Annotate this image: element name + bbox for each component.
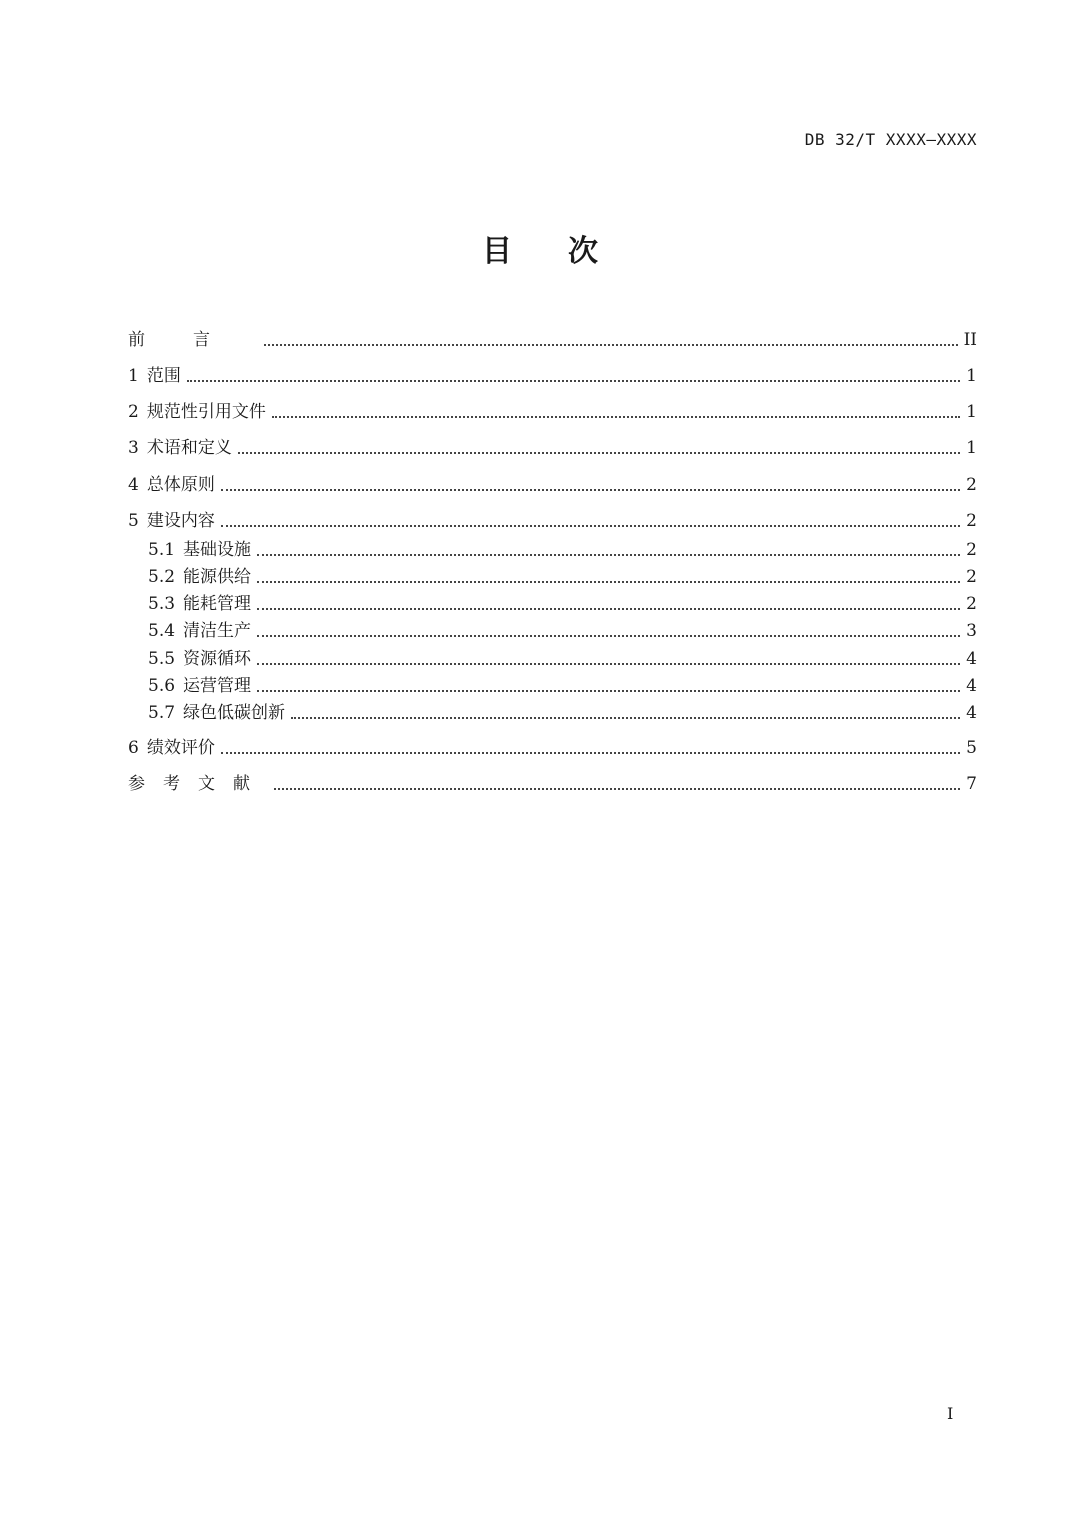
toc-entry-energy-management[interactable] (148, 592, 977, 616)
toc-entry-bibliography[interactable] (128, 772, 977, 796)
toc-entry-number: 5.3 (148, 594, 176, 614)
toc-entry-number: 4 (128, 475, 139, 495)
toc-entry-energy-supply[interactable] (148, 565, 977, 589)
toc-entry-number: 5.6 (148, 676, 176, 696)
toc-entry-number: 2 (128, 402, 139, 422)
dot-leader (257, 608, 960, 610)
toc-entry-label: 参考文献 (128, 774, 268, 794)
toc-entry-label: 规范性引用文件 (146, 402, 266, 422)
toc-entry-number: 5.5 (148, 649, 176, 669)
toc-entry-green-low-carbon-innovation[interactable] (148, 701, 977, 725)
dot-leader (257, 554, 960, 556)
toc-entry-label: 运营管理 (183, 676, 252, 696)
toc-entry-page: 1 (966, 366, 977, 386)
toc-entry-page: 4 (966, 676, 977, 696)
toc-entry-label: 清洁生产 (183, 621, 252, 641)
toc-entry-page: 1 (966, 402, 977, 422)
dot-leader (257, 581, 960, 583)
dot-leader (221, 525, 960, 527)
dot-leader (272, 416, 960, 418)
toc-entry-label: 能源供给 (183, 567, 252, 587)
dot-leader (264, 344, 958, 346)
toc-entry-operations-management[interactable] (148, 674, 977, 698)
toc-entry-scope[interactable] (128, 364, 977, 388)
dot-leader (221, 752, 960, 754)
table-of-contents (128, 0, 977, 900)
toc-entry-terms-definitions[interactable] (128, 436, 977, 460)
toc-entry-page: 4 (966, 703, 977, 723)
toc-title: 目次 (482, 234, 654, 269)
toc-entry-number: 1 (128, 366, 139, 386)
toc-entry-label: 范围 (146, 366, 181, 386)
toc-entry-label: 前言 (128, 330, 258, 350)
standard-code: DB 32/T XXXX—XXXX (804, 130, 977, 149)
dot-leader (291, 717, 960, 719)
toc-entry-number: 5.4 (148, 621, 176, 641)
toc-entry-page: 2 (966, 594, 977, 614)
dot-leader (257, 635, 960, 637)
toc-entry-number: 5.2 (148, 567, 176, 587)
toc-entry-label: 绿色低碳创新 (183, 703, 286, 723)
toc-entry-page: 4 (966, 649, 977, 669)
toc-entry-general-principles[interactable] (128, 473, 977, 497)
dot-leader (238, 452, 960, 454)
dot-leader (257, 663, 960, 665)
toc-entry-page: 3 (966, 621, 977, 641)
toc-entry-label: 绩效评价 (146, 738, 215, 758)
dot-leader (274, 788, 960, 790)
toc-entry-page: 2 (966, 511, 977, 531)
page-number: I (947, 1404, 954, 1423)
dot-leader (187, 380, 960, 382)
toc-entry-normative-references[interactable] (128, 400, 977, 424)
toc-entry-number: 5.7 (148, 703, 176, 723)
toc-entry-infrastructure[interactable] (148, 538, 977, 562)
toc-entry-number: 3 (128, 438, 139, 458)
toc-entry-label: 基础设施 (183, 540, 252, 560)
toc-entry-page: II (963, 330, 977, 350)
toc-entry-label: 建设内容 (146, 511, 215, 531)
toc-entry-page: 5 (966, 738, 977, 758)
toc-entry-resource-recycling[interactable] (148, 647, 977, 671)
toc-entry-page: 2 (966, 567, 977, 587)
dot-leader (221, 489, 960, 491)
toc-entry-label: 总体原则 (146, 475, 215, 495)
toc-entry-clean-production[interactable] (148, 619, 977, 643)
toc-entry-number: 5 (128, 511, 139, 531)
toc-entry-page: 7 (966, 774, 977, 794)
toc-entry-label: 资源循环 (183, 649, 252, 669)
toc-entry-label: 能耗管理 (183, 594, 252, 614)
toc-entry-construction-content[interactable] (128, 509, 977, 533)
toc-entry-page: 1 (966, 438, 977, 458)
toc-entry-label: 术语和定义 (146, 438, 232, 458)
dot-leader (257, 690, 960, 692)
toc-entry-number: 6 (128, 738, 139, 758)
toc-entry-foreword[interactable] (128, 328, 977, 352)
toc-entry-page: 2 (966, 540, 977, 560)
toc-entry-performance-evaluation[interactable] (128, 736, 977, 760)
toc-entry-number: 5.1 (148, 540, 176, 560)
toc-entry-page: 2 (966, 475, 977, 495)
